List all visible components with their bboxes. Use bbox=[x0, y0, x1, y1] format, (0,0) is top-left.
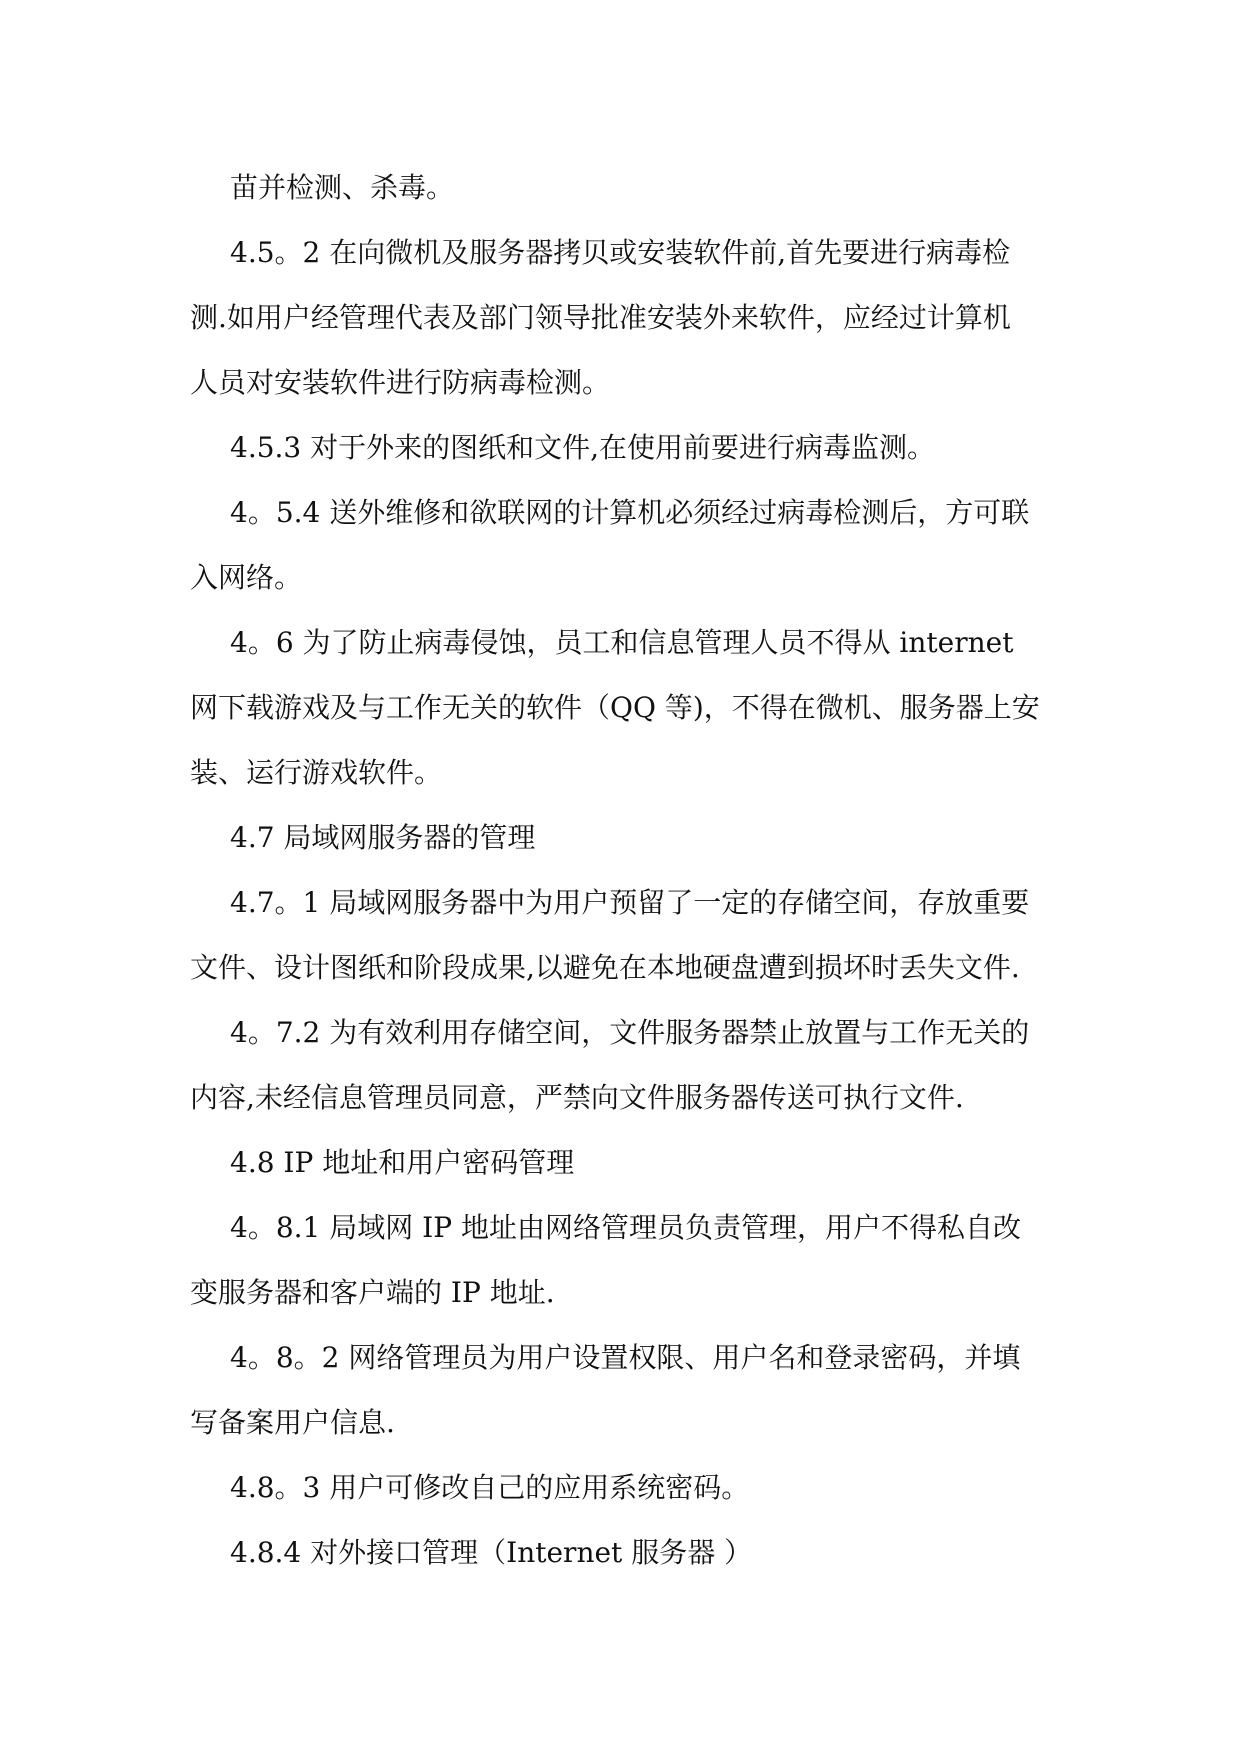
text-line: 4.5.3 对于外来的图纸和文件,在使用前要进行病毒监测。 bbox=[230, 431, 936, 464]
text-line: 4.7。1 局域网服务器中为用户预留了一定的存储空间，存放重要 bbox=[230, 886, 1030, 919]
text-line: 苗并检测、杀毒。 bbox=[230, 171, 455, 204]
text-line: 网下载游戏及与工作无关的软件（QQ 等)，不得在微机、服务器上安 bbox=[190, 691, 1040, 724]
text-line: 4。8。2 网络管理员为用户设置权限、用户名和登录密码，并填 bbox=[230, 1341, 1021, 1374]
text-line: 4。7.2 为有效利用存储空间，文件服务器禁止放置与工作无关的 bbox=[230, 1016, 1030, 1049]
text-line: 4。5.4 送外维修和欲联网的计算机必须经过病毒检测后，方可联 bbox=[230, 496, 1030, 529]
text-line: 4.8。3 用户可修改自己的应用系统密码。 bbox=[230, 1471, 750, 1504]
text-line: 变服务器和客户端的 IP 地址. bbox=[190, 1276, 555, 1309]
text-line: 内容,未经信息管理员同意，严禁向文件服务器传送可执行文件. bbox=[190, 1081, 964, 1114]
text-line: 人员对安装软件进行防病毒检测。 bbox=[190, 366, 611, 399]
text-line: 4。8.1 局域网 IP 地址由网络管理员负责管理，用户不得私自改 bbox=[230, 1211, 1021, 1244]
text-line: 文件、设计图纸和阶段成果,以避免在本地硬盘遭到损坏时丢失文件. bbox=[190, 951, 1020, 984]
text-line: 测.如用户经管理代表及部门领导批准安装外来软件，应经过计算机 bbox=[190, 301, 1011, 334]
document-body bbox=[190, 155, 1070, 1585]
text-line: 入网络。 bbox=[190, 561, 303, 594]
text-line: 4。6 为了防止病毒侵蚀，员工和信息管理人员不得从 internet bbox=[230, 626, 1014, 659]
section-heading: 4.7 局域网服务器的管理 bbox=[230, 821, 536, 854]
section-heading: 4.8 IP 地址和用户密码管理 bbox=[230, 1146, 575, 1179]
text-line: 装、运行游戏软件。 bbox=[190, 756, 443, 789]
text-line: 4.8.4 对外接口管理（Internet 服务器 ） bbox=[230, 1536, 753, 1569]
text-line: 4.5。2 在向微机及服务器拷贝或安装软件前,首先要进行病毒检 bbox=[230, 236, 1011, 269]
text-line: 写备案用户信息. bbox=[190, 1406, 395, 1439]
